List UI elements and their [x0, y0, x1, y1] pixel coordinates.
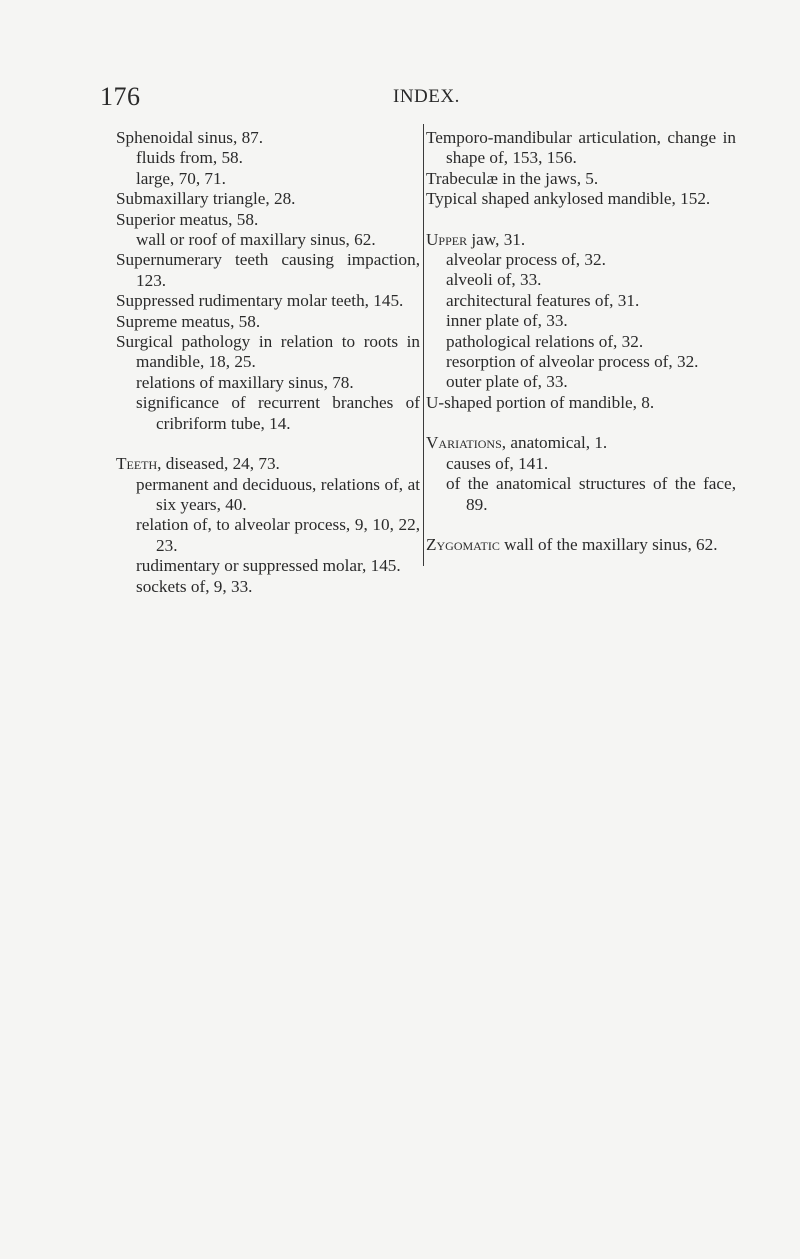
index-entry-text: wall or roof of maxillary sinus, 62.	[136, 230, 376, 250]
index-entry-text: jaw, 31.	[467, 229, 526, 249]
index-entry-text: relations of maxillary sinus, 78.	[136, 372, 354, 392]
index-entry-text: permanent and deciduous, relations of, at six years, 40.	[136, 474, 420, 514]
index-column-left	[116, 128, 420, 597]
index-entry	[426, 535, 736, 555]
index-heading-word: Zygomatic	[426, 534, 500, 554]
index-entry-text: Submaxillary triangle, 28.	[116, 189, 296, 209]
page-header	[0, 82, 800, 114]
index-entry-text: outer plate of, 33.	[446, 372, 568, 392]
index-subentry	[116, 169, 420, 189]
index-subentry	[426, 250, 736, 270]
index-column-right	[426, 128, 736, 555]
index-entry-text: Supernumerary teeth causing impaction, 123.	[116, 250, 420, 290]
running-title: INDEX.	[393, 86, 460, 107]
index-subentry	[116, 148, 420, 168]
index-subentry	[116, 475, 420, 516]
index-entry	[116, 189, 420, 209]
index-subentry	[116, 556, 420, 576]
index-entry	[116, 210, 420, 230]
index-entry-text: alveoli of, 33.	[446, 270, 542, 290]
column-divider	[423, 124, 424, 566]
index-entry-text: Surgical pathology in relation to roots in mandible, 18, 25.	[116, 332, 420, 372]
index-entry	[426, 433, 736, 453]
index-entry	[426, 393, 736, 413]
index-subentry	[426, 291, 736, 311]
index-entry	[426, 189, 736, 209]
index-entry-text: relation of, to alveolar process, 9, 10, 22, 23.	[136, 515, 420, 555]
index-entry-text: large, 70, 71.	[136, 168, 226, 188]
index-subentry	[426, 270, 736, 290]
index-entry-text: inner plate of, 33.	[446, 311, 568, 331]
index-entry-text: anatomical, 1.	[506, 433, 608, 453]
index-subentry	[116, 373, 420, 393]
group-gap	[426, 515, 736, 535]
index-entry-text: significance of recurrent branches of cribriform tube, 14.	[136, 393, 420, 433]
index-entry-text: wall of the maxillary sinus, 62.	[499, 534, 718, 554]
index-subentry	[116, 515, 420, 556]
index-entry-text: rudimentary or suppressed molar, 145.	[136, 556, 401, 576]
index-heading-word: Variations,	[426, 433, 507, 453]
index-entry-text: pathological relations of, 32.	[446, 331, 644, 351]
index-subentry	[426, 372, 736, 392]
index-entry-text: Suppressed rudimentary molar teeth, 145.	[116, 291, 404, 311]
index-heading-word: Upper	[426, 229, 468, 249]
group-gap	[426, 210, 736, 230]
index-entry	[116, 291, 420, 311]
index-subentry	[116, 230, 420, 250]
index-entry-text: diseased, 24, 73.	[161, 454, 280, 474]
index-subentry	[426, 352, 736, 372]
index-entry	[116, 250, 420, 291]
index-entry	[116, 454, 420, 474]
index-entry-text: of the anatomical structures of the face, 89.	[446, 474, 736, 514]
index-entry-text: fluids from, 58.	[136, 148, 243, 168]
index-entry-text: Supreme meatus, 58.	[116, 311, 261, 331]
index-subentry	[426, 311, 736, 331]
index-subentry	[426, 454, 736, 474]
index-entry-text: U-shaped portion of mandible, 8.	[426, 392, 655, 412]
index-entry-text: Sphenoidal sinus, 87.	[116, 128, 264, 147]
page-number: 176	[100, 82, 141, 111]
index-entry-text: architectural features of, 31.	[446, 290, 640, 310]
index-entry-text: sockets of, 9, 33.	[136, 576, 253, 596]
group-gap	[426, 413, 736, 433]
index-entry-text: alveolar process of, 32.	[446, 250, 606, 270]
index-entry	[116, 128, 420, 148]
group-gap	[116, 434, 420, 454]
index-entry	[426, 128, 736, 169]
index-entry	[426, 230, 736, 250]
index-entry-text: Superior meatus, 58.	[116, 209, 259, 229]
index-subentry	[116, 393, 420, 434]
index-subentry	[116, 577, 420, 597]
index-subentry	[426, 474, 736, 515]
index-entry-text: causes of, 141.	[446, 453, 549, 473]
index-heading-word: Teeth,	[116, 454, 162, 474]
index-entry-text: Typical shaped ankylosed mandible, 152.	[426, 189, 711, 209]
index-entry	[116, 312, 420, 332]
index-entry	[116, 332, 420, 373]
index-subentry	[426, 332, 736, 352]
index-entry	[426, 169, 736, 189]
index-entry-text: resorption of alveolar process of, 32.	[446, 352, 699, 372]
index-entry-text: Trabeculæ in the jaws, 5.	[426, 168, 599, 188]
index-entry-text: Temporo-mandibular articulation, change in shape of, 153, 156.	[426, 128, 736, 168]
